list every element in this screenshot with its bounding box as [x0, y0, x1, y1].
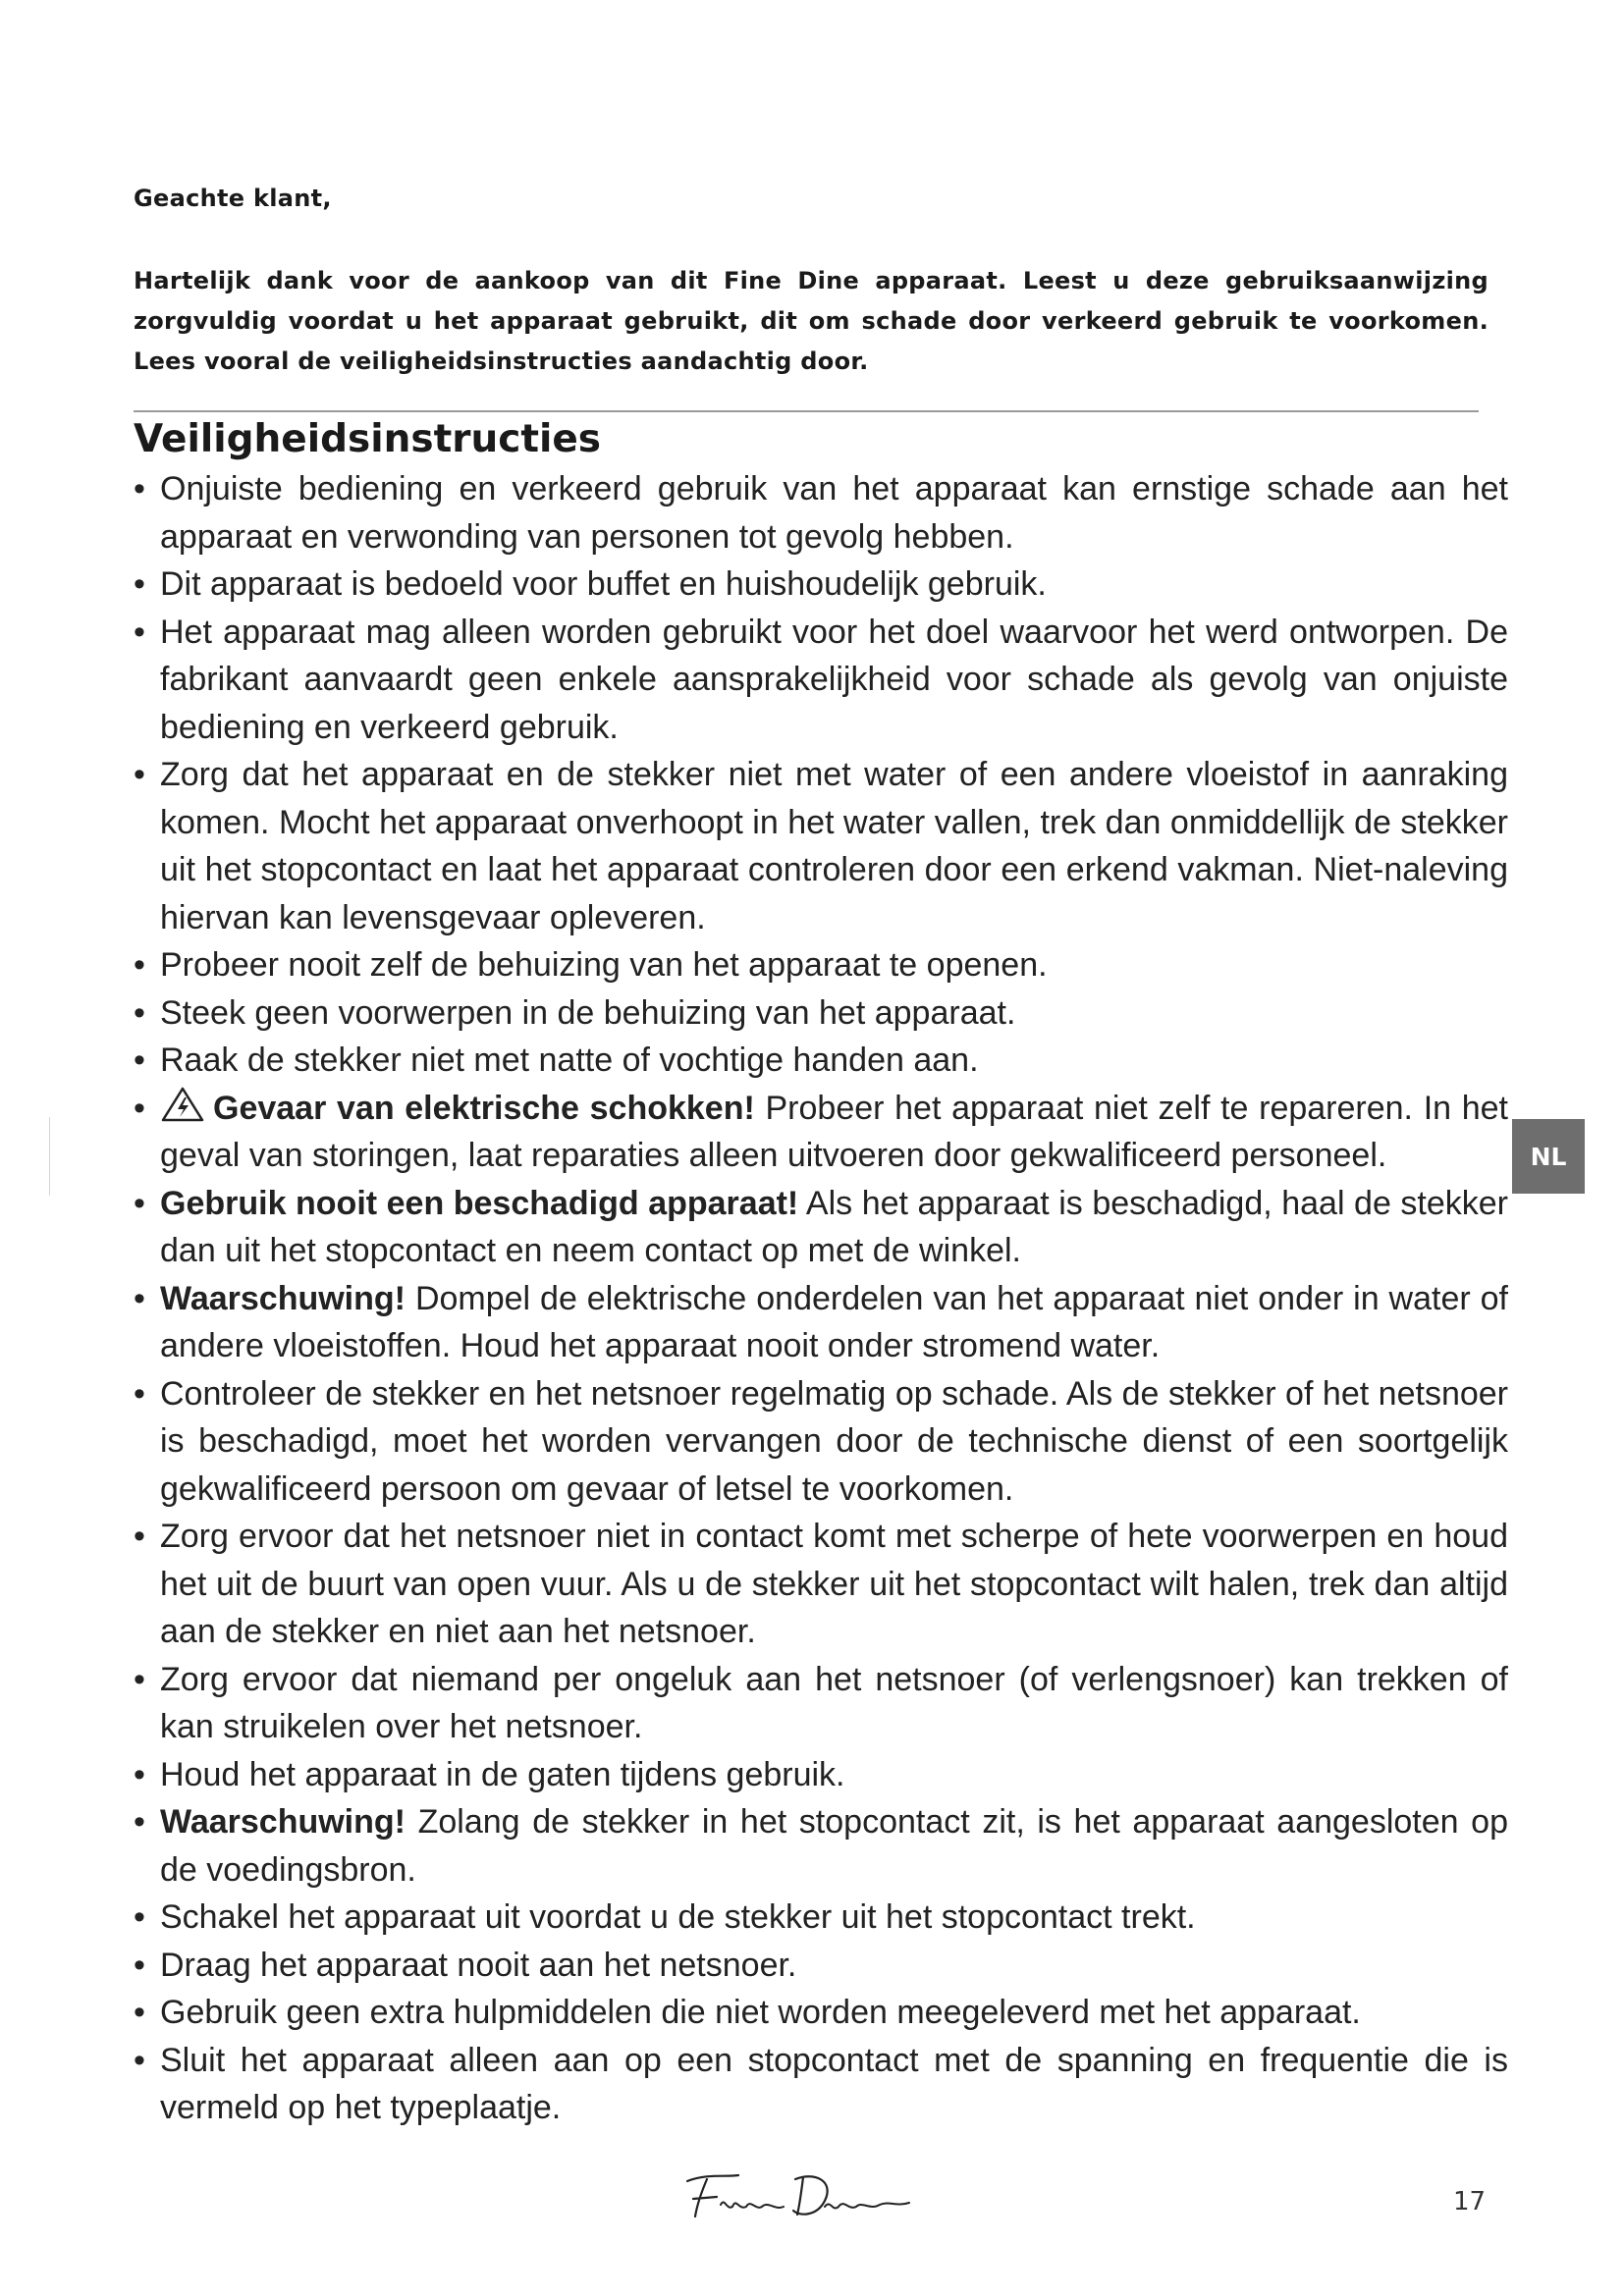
instruction-item — [134, 561, 1508, 609]
instruction-text: Zorg ervoor dat het netsnoer niet in contact komt met scherpe of hete voorwerpen en houd het uit de buurt van open vuur. Als u de stekker uit het stopcontact wilt halen, trek dan altijd aan de stekker en niet aan het netsnoer. — [160, 1518, 1508, 1650]
bullet: • — [134, 565, 145, 603]
electric-shock-warning-icon — [160, 1086, 205, 1123]
divider — [134, 410, 1479, 412]
bullet: • — [134, 1994, 145, 2031]
instruction-item — [134, 2037, 1508, 2132]
instruction-text: Sluit het apparaat alleen aan op een stopcontact met de spanning en frequentie die is vermeld op het typeplaatje. — [160, 2041, 1508, 2126]
bullet: • — [134, 993, 145, 1032]
instruction-text: Onjuiste bediening en verkeerd gebruik van het apparaat kan ernstige schade aan het apparaat en verwonding van personen tot gevolg hebben. — [160, 470, 1508, 556]
instruction-item — [134, 1989, 1508, 2037]
bullet: • — [134, 1518, 145, 1555]
instruction-item — [134, 1085, 1508, 1180]
instruction-lead: Gebruik nooit een beschadigd apparaat! — [160, 1184, 799, 1222]
instruction-text: Zorg dat het apparaat en de stekker niet met water of een andere vloeistof in aanraking komen. Mocht het apparaat onverhoopt in het water vallen, trek dan onmiddellijk de stekker uit het stopcontact en laat het apparaat controleren door een erkend vakman. Niet-naleving hiervan kan levensgevaar opleveren. — [160, 756, 1508, 936]
instruction-text: Steek geen voorwerpen in de behuizing van het apparaat. — [160, 993, 1016, 1032]
side-mark — [49, 1117, 50, 1196]
instruction-item — [134, 1798, 1508, 1894]
instruction-lead: Waarschuwing! — [160, 1279, 406, 1317]
instruction-text: Gebruik geen extra hulpmiddelen die niet worden meegeleverd met het apparaat. — [160, 1994, 1361, 2031]
bullet: • — [134, 1946, 145, 1984]
instruction-text: Raak de stekker niet met natte of vochtige handen aan. — [160, 1041, 979, 1079]
bullet: • — [134, 1803, 145, 1841]
instruction-text: Controleer de stekker en het netsnoer regelmatig op schade. Als de stekker of het netsnoer is beschadigd, moet het worden vervangen door de technische dienst of een soortgelijk gekwalificeerd persoon om gevaar of letsel te voorkomen. — [160, 1374, 1508, 1508]
bullet: • — [134, 1089, 145, 1127]
instruction-item — [134, 1180, 1508, 1275]
bullet: • — [134, 1184, 145, 1222]
bullet: • — [134, 756, 145, 793]
instruction-item — [134, 1370, 1508, 1514]
bullet: • — [134, 1755, 145, 1793]
bullet: • — [134, 946, 145, 984]
bullet: • — [134, 470, 145, 507]
instruction-item — [134, 1037, 1508, 1085]
instruction-text: Het apparaat mag alleen worden gebruikt voor het doel waarvoor het werd ontworpen. De fabrikant aanvaardt geen enkele aansprakelijkheid voor schade als gevolg van onjuiste bediening en verkeerd gebruik. — [160, 613, 1508, 746]
instruction-item — [134, 1894, 1508, 1942]
instruction-lead: Waarschuwing! — [160, 1803, 406, 1841]
instruction-item — [134, 989, 1508, 1038]
section-title: Veiligheidsinstructies — [134, 417, 602, 461]
instruction-text: Probeer nooit zelf de behuizing van het apparaat te openen. — [160, 946, 1048, 984]
bullet: • — [134, 1374, 145, 1413]
instruction-text: Zorg ervoor dat niemand per ongeluk aan het netsnoer (of verlengsnoer) kan trekken of kan struikelen over het netsnoer. — [160, 1660, 1508, 1745]
instruction-text: Houd het apparaat in de gaten tijdens gebruik. — [160, 1755, 845, 1793]
instruction-text: Dit apparaat is bedoeld voor buffet en huishoudelijk gebruik. — [160, 565, 1047, 603]
intro-paragraph: Hartelijk dank voor de aankoop van dit Fine Dine apparaat. Leest u deze gebruiksaanwijzing zorgvuldig voordat u het apparaat gebruikt, dit om schade door verkeerd gebruik te voorkomen. Lees vooral de veiligheidsinstructies aandachtig door. — [134, 267, 1489, 375]
instruction-text: Dompel de elektrische onderdelen van het apparaat niet onder in water of andere vloeistoffen. Houd het apparaat nooit onder stromend water. — [160, 1279, 1508, 1364]
instruction-item — [134, 1513, 1508, 1656]
safety-instructions-list — [134, 465, 1508, 2132]
bullet: • — [134, 1898, 145, 1936]
instruction-item — [134, 941, 1508, 989]
instruction-lead: Gevaar van elektrische schokken! — [213, 1089, 755, 1127]
bullet: • — [134, 1660, 145, 1698]
page-number: 17 — [1453, 2187, 1487, 2216]
instruction-item — [134, 751, 1508, 941]
instruction-item — [134, 1942, 1508, 1990]
bullet: • — [134, 1041, 145, 1079]
instruction-text: Zolang de stekker in het stopcontact zit, is het apparaat aangesloten op de voedingsbron. — [160, 1803, 1508, 1889]
instruction-item — [134, 1656, 1508, 1751]
fine-dine-logo — [677, 2167, 933, 2226]
instruction-text: Probeer het apparaat niet zelf te repareren. In het geval van storingen, laat reparaties alleen uitvoeren door gekwalificeerd personeel. — [160, 1089, 1508, 1174]
instruction-item — [134, 1751, 1508, 1799]
instruction-item — [134, 1275, 1508, 1370]
bullet: • — [134, 2041, 145, 2079]
instruction-text: Schakel het apparaat uit voordat u de stekker uit het stopcontact trekt. — [160, 1898, 1196, 1936]
language-tab: NL — [1512, 1119, 1585, 1194]
instruction-text: Draag het apparaat nooit aan het netsnoer. — [160, 1946, 797, 1984]
instruction-text: Als het apparaat is beschadigd, haal de stekker dan uit het stopcontact en neem contact op met de winkel. — [160, 1184, 1508, 1269]
greeting: Geachte klant, — [134, 185, 332, 212]
bullet: • — [134, 1279, 145, 1317]
bullet: • — [134, 613, 145, 651]
instruction-item — [134, 609, 1508, 752]
instruction-item — [134, 465, 1508, 561]
